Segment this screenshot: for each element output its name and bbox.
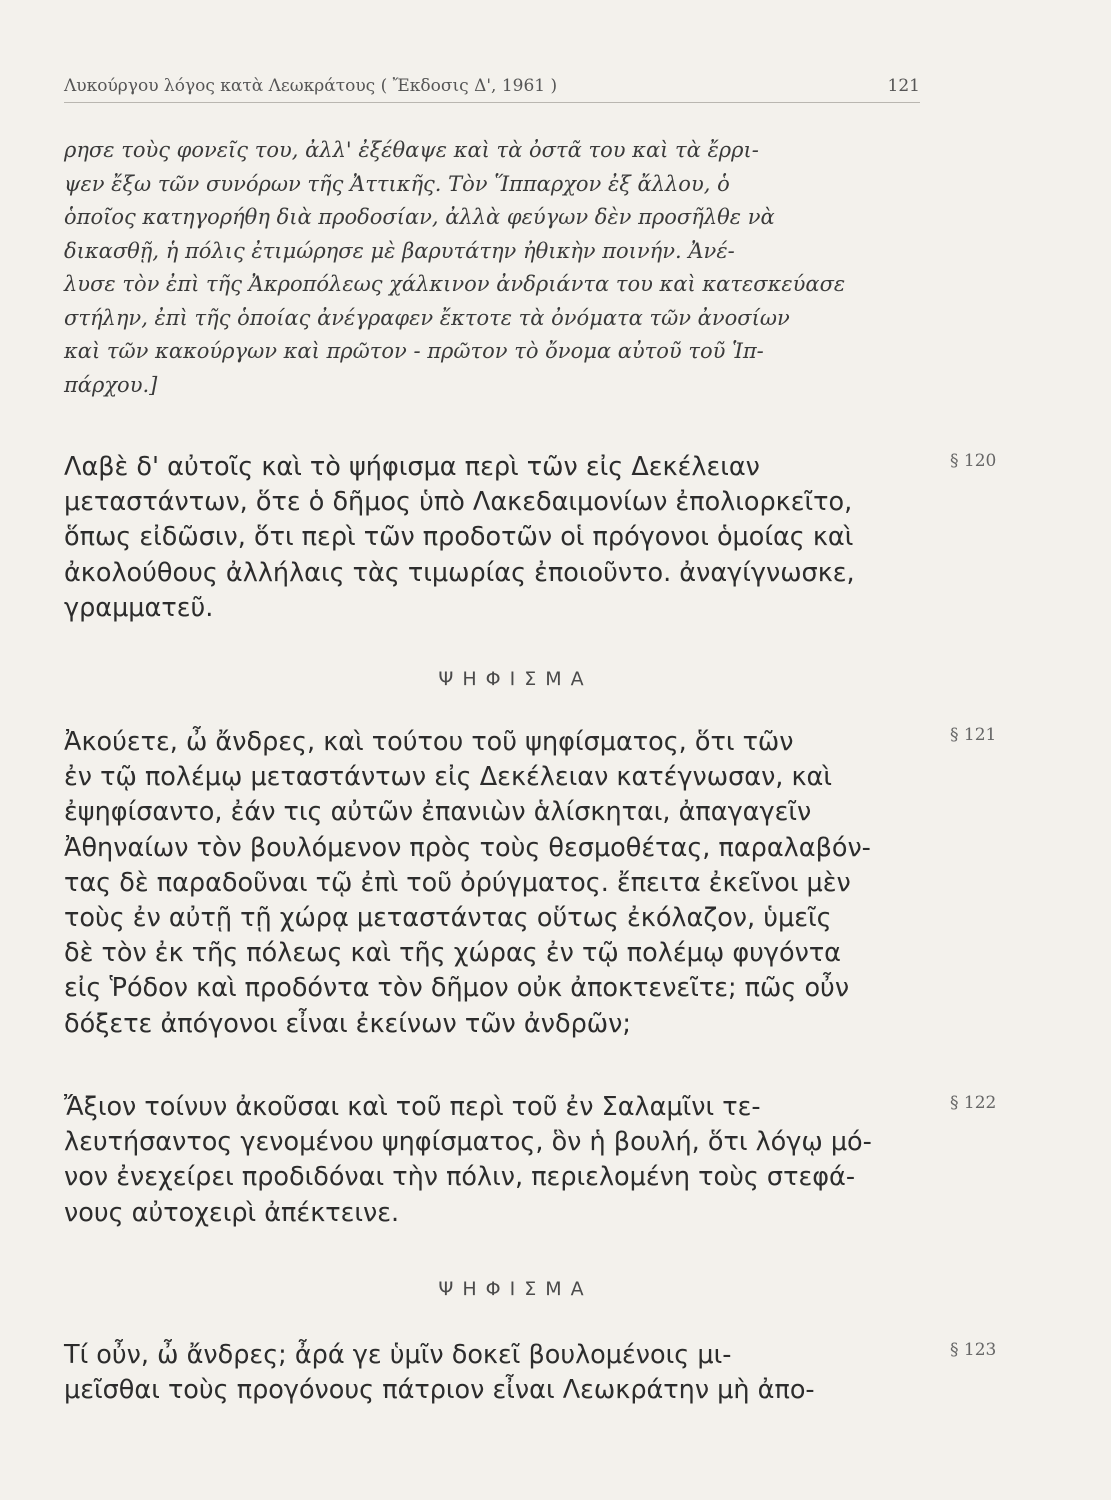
text-line: ὅπως εἰδῶσιν, ὅτι περὶ τῶν προδοτῶν οἱ πρόγονοι ὁμοίας καὶ bbox=[64, 522, 854, 553]
note-line: καὶ τῶν κακούργων καὶ πρῶτον - πρῶτον τὸ ὄνομα αὐτοῦ τοῦ Ἱπ- bbox=[64, 339, 764, 363]
running-title: Λυκούργου λόγος κατὰ Λεωκράτους ( Ἔκδοσις Δ', 1961 ) bbox=[64, 76, 558, 96]
paragraph-section-122 bbox=[64, 1090, 944, 1231]
decree-heading: ΨΗΦΙΣΜΑ bbox=[438, 1278, 593, 1300]
text-line: Ἀκούετε, ὦ ἄνδρες, καὶ τούτου τοῦ ψηφίσματος, ὅτι τῶν bbox=[64, 727, 794, 757]
section-marker-121: § 121 bbox=[950, 725, 997, 745]
text-line: τοὺς ἐν αὐτῇ τῇ χώρᾳ μεταστάντας οὕτως ἐκόλαζον, ὑμεῖς bbox=[64, 903, 832, 934]
text-line: μεῖσθαι τοὺς προγόνους πάτριον εἶναι Λεωκράτην μὴ ἀπο- bbox=[64, 1375, 815, 1406]
note-line: ρησε τοὺς φονεῖς του, ἀλλ' ἐξέθαψε καὶ τὰ ὀστᾶ του καὶ τὰ ἔρρι- bbox=[64, 138, 759, 162]
note-line: πάρχου.] bbox=[64, 372, 158, 397]
text-line: Ἄξιον τοίνυν ἀκοῦσαι καὶ τοῦ περὶ τοῦ ἐν Σαλαμῖνι τε- bbox=[64, 1092, 761, 1122]
running-header bbox=[64, 76, 920, 103]
section-marker-120: § 120 bbox=[950, 451, 997, 471]
text-line: νον ἐνεχείρει προδιδόναι τὴν πόλιν, περιελομένη τοὺς στεφά- bbox=[64, 1162, 856, 1193]
decree-heading: ΨΗΦΙΣΜΑ bbox=[438, 668, 593, 690]
paragraph-section-121 bbox=[64, 725, 944, 1042]
note-line: ψεν ἔξω τῶν συνόρων τῆς Ἀττικῆς. Τὸν Ἵππαρχον ἐξ ἄλλου, ὁ bbox=[64, 171, 730, 196]
text-line: μεταστάντων, ὅτε ὁ δῆμος ὑπὸ Λακεδαιμονίων ἐπολιορκεῖτο, bbox=[64, 487, 853, 518]
paragraph-section-123 bbox=[64, 1338, 944, 1408]
section-marker-122: § 122 bbox=[950, 1093, 997, 1113]
text-line: Τί οὖν, ὦ ἄνδρες; ἆρά γε ὑμῖν δοκεῖ βουλομένοις μι- bbox=[64, 1340, 732, 1370]
text-line: ἐν τῷ πολέμῳ μεταστάντων εἰς Δεκέλειαν κατέγνωσαν, καὶ bbox=[64, 762, 832, 793]
text-line: γραμματεῦ. bbox=[64, 592, 214, 623]
text-line: ἐψηφίσαντο, ἐάν τις αὐτῶν ἐπανιὼν ἁλίσκηται, ἀπαγαγεῖν bbox=[64, 797, 812, 828]
text-line: λευτήσαντος γενομένου ψηφίσματος, ὃν ἡ βουλή, ὅτι λόγῳ μό- bbox=[64, 1127, 872, 1158]
note-line: στήλην, ἐπὶ τῆς ὁποίας ἀνέγραφεν ἔκτοτε τὰ ὀνόματα τῶν ἀνοσίων bbox=[64, 305, 790, 330]
translation-note bbox=[64, 134, 934, 402]
text-line: νους αὐτοχειρὶ ἀπέκτεινε. bbox=[64, 1197, 400, 1228]
text-line: δόξετε ἀπόγονοι εἶναι ἐκείνων τῶν ἀνδρῶν; bbox=[64, 1008, 631, 1039]
section-marker-123: § 123 bbox=[950, 1340, 997, 1360]
text-line: δὲ τὸν ἐκ τῆς πόλεως καὶ τῆς χώρας ἐν τῷ πολέμῳ φυγόντα bbox=[64, 938, 841, 969]
note-line: λυσε τὸν ἐπὶ τῆς Ἀκροπόλεως χάλκινον ἀνδριάντα του καὶ κατεσκεύασε bbox=[64, 272, 846, 296]
note-line: δικασθῇ, ἡ πόλις ἐτιμώρησε μὲ βαρυτάτην ἠθικὴν ποινήν. Ἀνέ- bbox=[64, 238, 735, 263]
paragraph-section-120 bbox=[64, 450, 944, 626]
text-line: εἰς Ῥόδον καὶ προδόντα τὸν δῆμον οὐκ ἀποκτενεῖτε; πῶς οὖν bbox=[64, 973, 850, 1004]
page-number: 121 bbox=[887, 76, 920, 96]
text-line: Λαβὲ δ' αὐτοῖς καὶ τὸ ψήφισμα περὶ τῶν εἰς Δεκέλειαν bbox=[64, 452, 760, 482]
text-line: Ἀθηναίων τὸν βουλόμενον πρὸς τοὺς θεσμοθέτας, παραλαβόν- bbox=[64, 832, 871, 863]
text-line: ἀκολούθους ἀλλήλαις τὰς τιμωρίας ἐποιοῦντο. ἀναγίγνωσκε, bbox=[64, 557, 855, 588]
note-line: ὁποῖος κατηγορήθη διὰ προδοσίαν, ἀλλὰ φεύγων δὲν προσῆλθε νὰ bbox=[64, 205, 775, 229]
text-line: τας δὲ παραδοῦναι τῷ ἐπὶ τοῦ ὀρύγματος. ἔπειτα ἐκεῖνοι μὲν bbox=[64, 867, 851, 898]
